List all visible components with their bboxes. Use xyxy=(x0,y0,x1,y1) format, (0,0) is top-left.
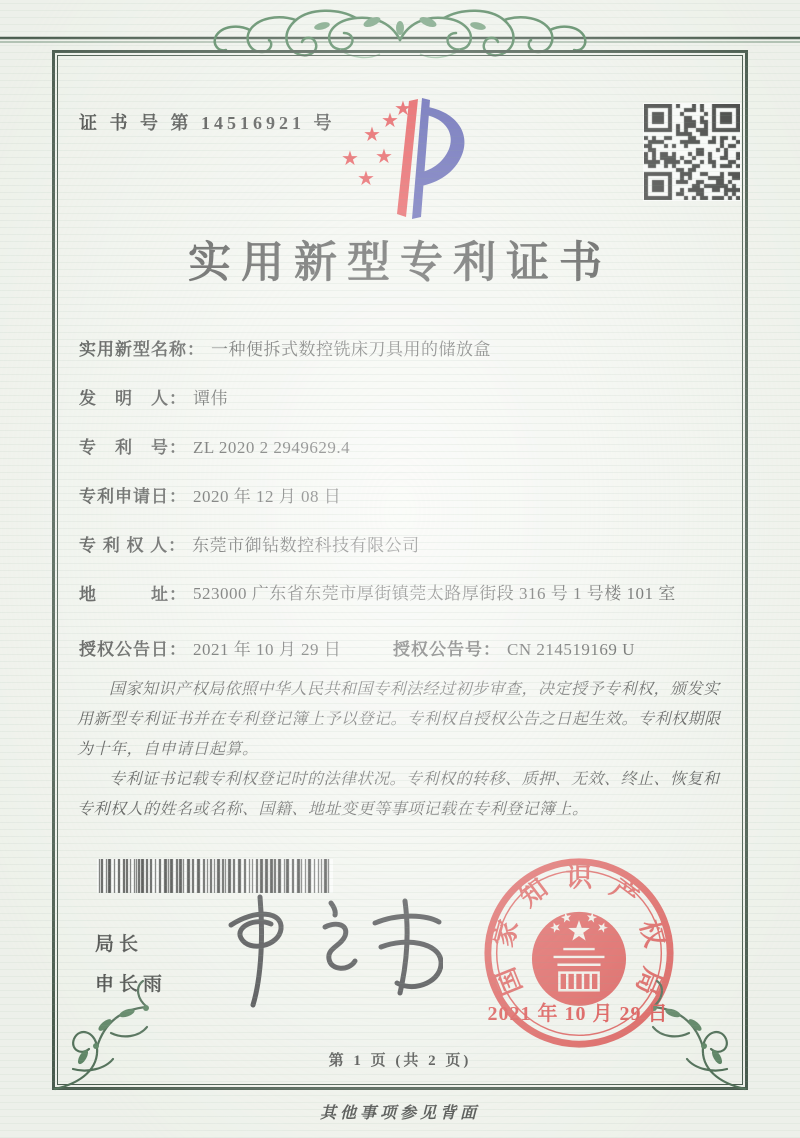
field-label: 地 址： xyxy=(79,585,187,604)
svg-text:局: 局 xyxy=(630,963,668,1000)
svg-text:产: 产 xyxy=(604,872,645,913)
svg-text:★: ★ xyxy=(341,146,359,170)
bottom-right-flourish-icon xyxy=(631,977,753,1095)
commissioner-signature xyxy=(203,891,443,1011)
legal-paragraph-1: 国家知识产权局依照中华人民共和国专利法经过初步审查，决定授予专利权，颁发实用新型专利证书并在专利登记簿上予以登记。专利权自授权公告之日起生效。专利权期限为十年，自申请日起算。 xyxy=(77,681,721,758)
svg-text:★: ★ xyxy=(363,122,381,146)
field-row-patentee xyxy=(79,531,420,556)
qr-code xyxy=(643,103,741,201)
signer-title: 局长 xyxy=(95,934,144,955)
svg-text:★: ★ xyxy=(375,144,393,168)
svg-text:国: 国 xyxy=(490,963,528,1000)
svg-text:识: 识 xyxy=(565,862,593,893)
barcode xyxy=(97,859,333,893)
legal-text xyxy=(77,675,733,825)
back-side-note: 其他事项参见背面 xyxy=(319,1105,480,1122)
field-label: 实用新型名称： xyxy=(79,340,205,359)
national-emblem-icon xyxy=(532,912,626,1006)
field-row-filing-date xyxy=(79,482,341,507)
field-value: 东莞市御钻数控科技有限公司 xyxy=(192,536,420,555)
field-row-name xyxy=(79,335,491,360)
field-label: 授权公告号： xyxy=(393,640,501,659)
field-value: 2021 年 10 月 29 日 xyxy=(193,640,342,659)
svg-text:权: 权 xyxy=(634,916,670,951)
field-label: 专 利 权 人： xyxy=(79,536,187,555)
svg-text:知: 知 xyxy=(513,872,554,913)
field-row-inventor xyxy=(79,384,228,409)
certificate-title: 实用新型专利证书 xyxy=(188,240,612,287)
cnipa-logo-icon xyxy=(331,93,479,225)
page-number: 第 1 页 (共 2 页) xyxy=(328,1053,472,1069)
signer-name: 申长雨 xyxy=(95,974,168,995)
field-row-patent-no xyxy=(79,433,350,458)
certificate-number: 证 书 号 第 14516921 号 xyxy=(79,113,336,133)
svg-text:★: ★ xyxy=(357,166,375,190)
field-value: 一种便拆式数控铣床刀具用的储放盒 xyxy=(211,340,491,359)
field-value: 2020 年 12 月 08 日 xyxy=(193,487,342,506)
field-pair-grant-no xyxy=(393,635,635,660)
field-value: 谭伟 xyxy=(193,389,228,408)
field-label: 发 明 人： xyxy=(79,389,187,408)
field-value: ZL 2020 2 2949629.4 xyxy=(193,438,351,457)
svg-text:★: ★ xyxy=(381,108,399,132)
legal-paragraph-2: 专利证书记载专利权登记时的法律状况。专利权的转移、质押、无效、终止、恢复和专利权人的姓名或名称、国籍、地址变更等事项记载在专利登记簿上。 xyxy=(77,771,720,818)
certificate-frame xyxy=(52,50,748,1090)
seal-date: 2021 年 10 月 29 日 xyxy=(487,1003,669,1025)
field-row-grant xyxy=(79,635,635,660)
svg-text:家: 家 xyxy=(488,916,524,951)
svg-text:★: ★ xyxy=(394,96,412,120)
field-label: 授权公告日： xyxy=(79,640,187,659)
field-value: 523000 广东省东莞市厚街镇莞太路厚街段 316 号 1 号楼 101 室 xyxy=(193,584,676,603)
field-label: 专利申请日： xyxy=(79,487,187,506)
field-value: CN 214519169 U xyxy=(507,640,635,659)
bottom-left-flourish-icon xyxy=(47,977,169,1095)
field-row-address xyxy=(79,580,676,607)
field-label: 专 利 号： xyxy=(79,438,187,457)
